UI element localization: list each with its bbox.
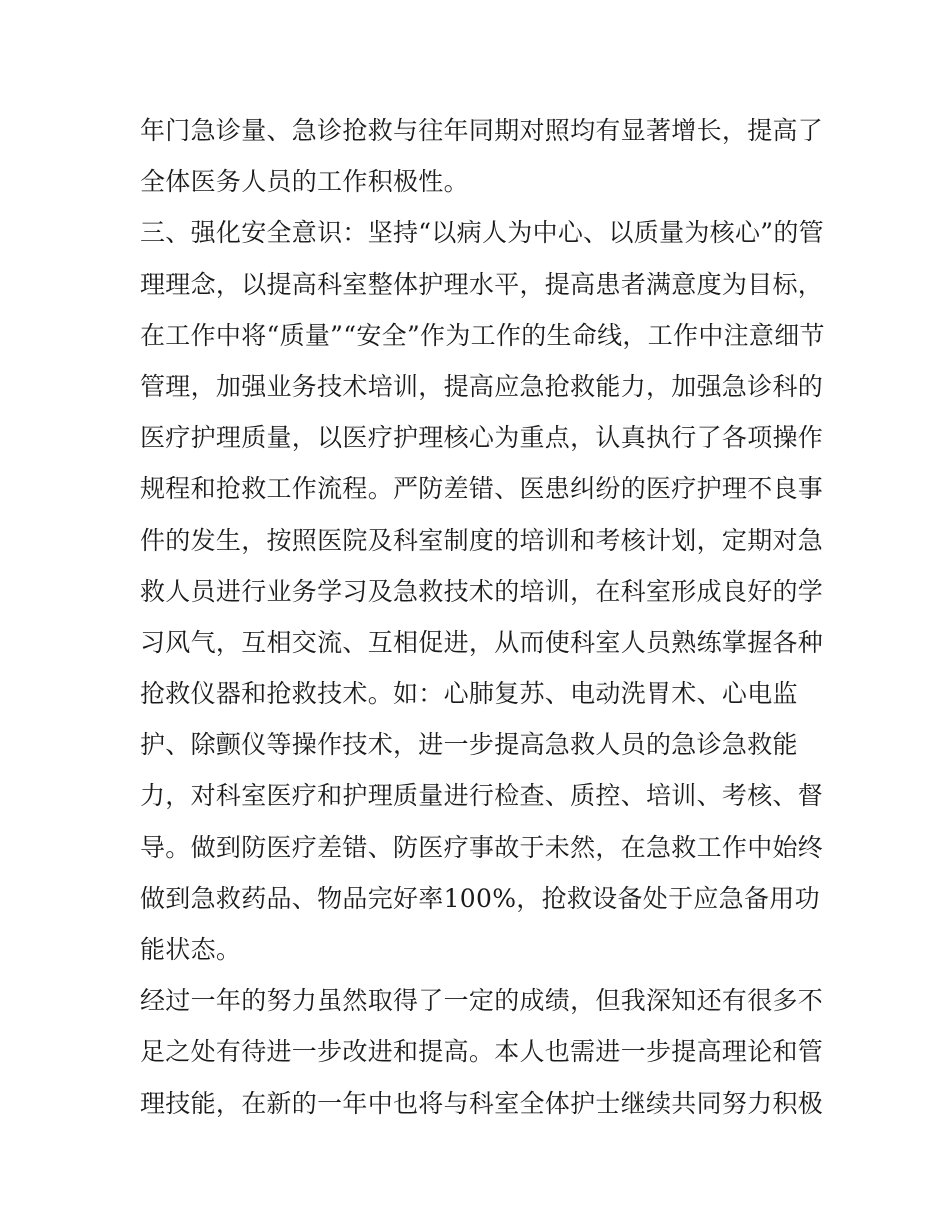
text-line-13: 护、除颤仪等操作技术，进一步提高急救人员的急诊急救能 — [140, 730, 798, 760]
text-line-7: 医疗护理质量，以医疗护理核心为重点，认真执行了各项操作 — [140, 423, 824, 453]
text-line-8: 规程和抢救工作流程。严防差错、医患纠纷的医疗护理不良事 — [140, 474, 824, 504]
text-line-15: 导。做到防医疗差错、防医疗事故于未然，在急救工作中始终 — [140, 832, 824, 862]
text-line-9: 件的发生，按照医院及科室制度的培训和考核计划，定期对急 — [140, 525, 824, 555]
text-line-6: 管理，加强业务技术培训，提高应急抢救能力，加强急诊科的 — [140, 371, 824, 401]
text-line-17: 能状态。 — [140, 935, 242, 964]
text-line-2: 全体医务人员的工作积极性。 — [140, 167, 469, 197]
text-line-20: 理技能，在新的一年中也将与科室全体护士继续共同努力积极 — [140, 1088, 824, 1118]
text-line-5: 在工作中将“质量”“安全”作为工作的生命线，工作中注意细节 — [140, 320, 825, 350]
text-line-3: 三、强化安全意识：坚持“以病人为中心、以质量为核心”的管 — [140, 218, 824, 248]
text-line-10: 救人员进行业务学习及急救技术的培训，在科室形成良好的学 — [140, 576, 824, 606]
text-line-16: 做到急救药品、物品完好率100%，抢救设备处于应急备用功 — [140, 883, 820, 913]
text-line-14: 力，对科室医疗和护理质量进行检查、质控、培训、考核、督 — [140, 781, 824, 811]
text-line-4: 理理念，以提高科室整体护理水平，提高患者满意度为目标， — [140, 269, 824, 299]
text-line-1: 年门急诊量、急诊抢救与往年同期对照均有显著增长，提高了 — [140, 116, 824, 145]
text-line-18: 经过一年的努力虽然取得了一定的成绩，但我深知还有很多不 — [140, 986, 824, 1016]
text-line-19: 足之处有待进一步改进和提高。本人也需进一步提高理论和管 — [140, 1037, 824, 1067]
text-line-12: 抢救仪器和抢救技术。如：心肺复苏、电动洗胃术、心电监 — [140, 679, 798, 709]
body-text — [140, 105, 830, 1129]
text-line-11: 习风气，互相交流、互相促进，从而使科室人员熟练掌握各种 — [140, 627, 824, 657]
